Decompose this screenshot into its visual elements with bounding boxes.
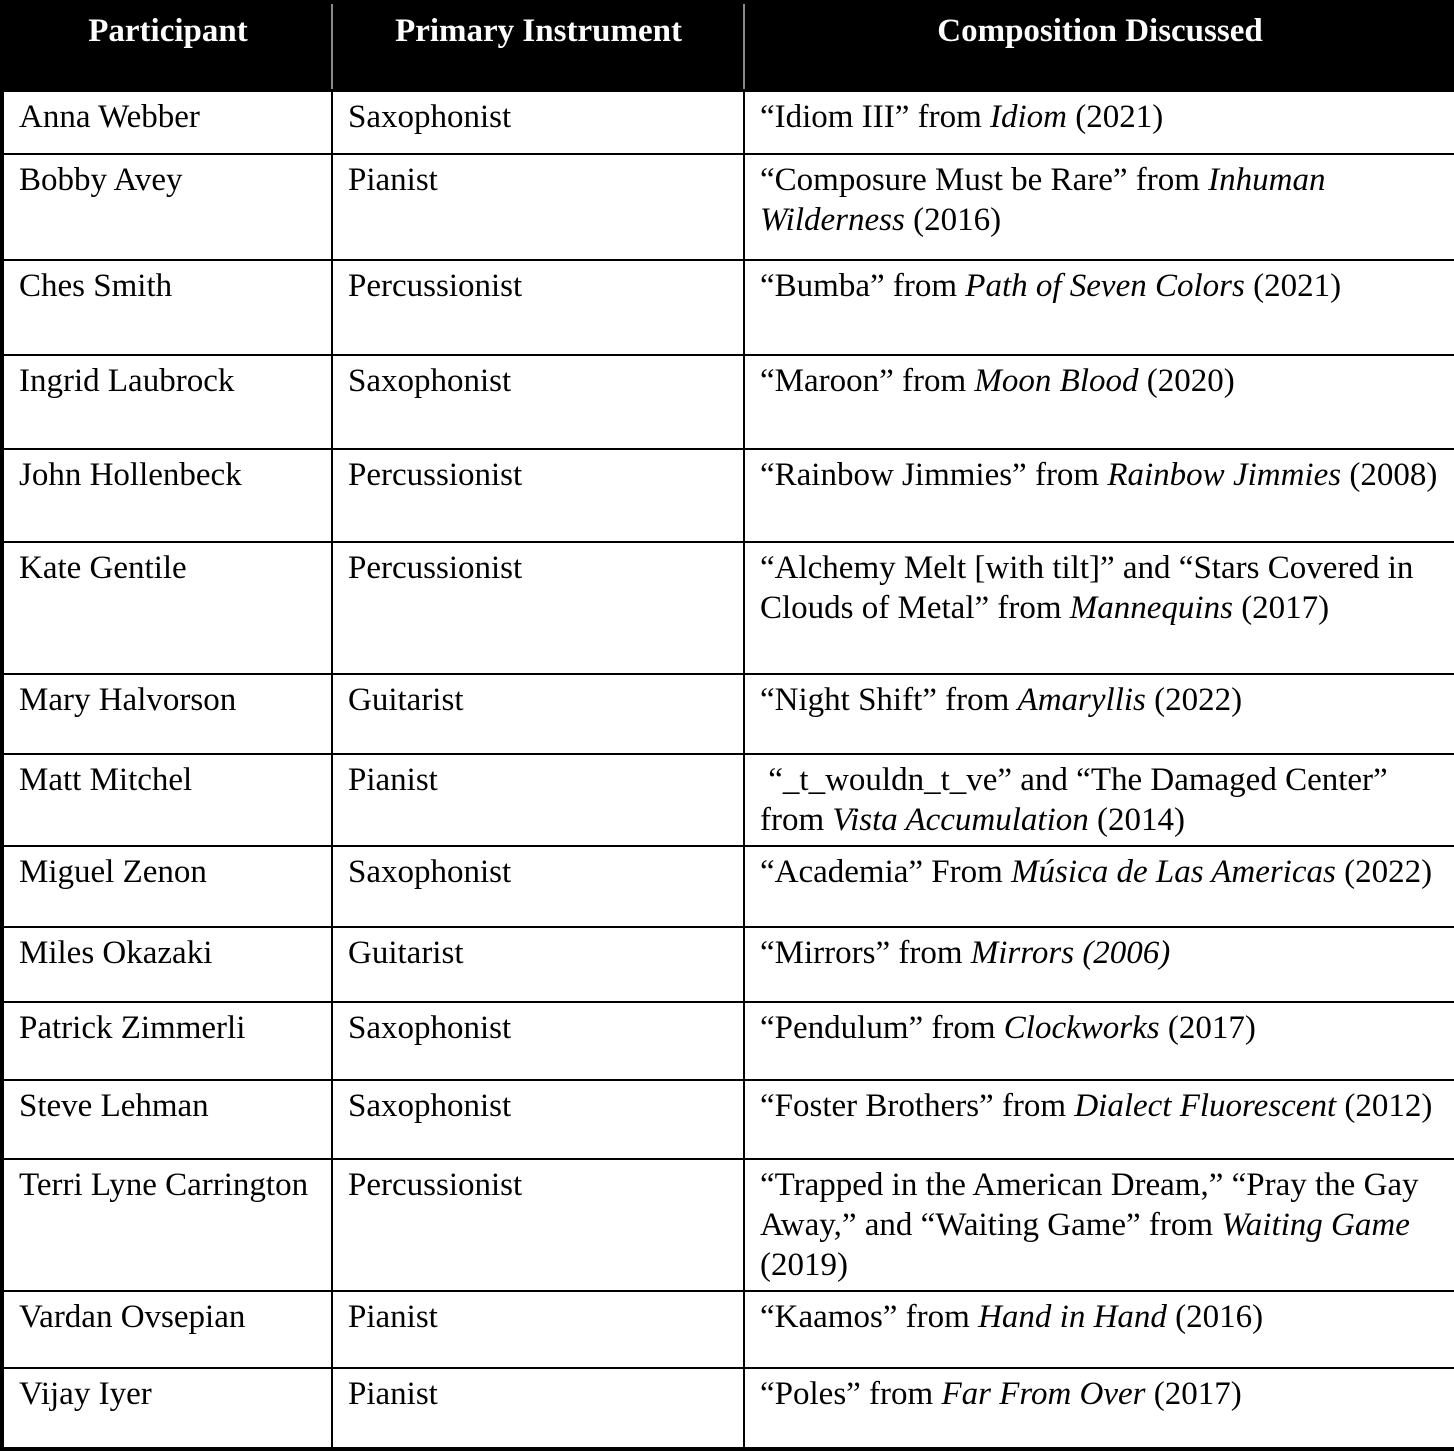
composition-cell xyxy=(744,449,1454,542)
table-row xyxy=(2,260,1454,355)
instrument-cell: Saxophonist xyxy=(332,90,744,154)
composition-text: “Foster Brothers” from xyxy=(760,1088,1075,1124)
table-row xyxy=(2,449,1454,542)
participant-cell: Miguel Zenon xyxy=(2,846,332,927)
composition-text: “Night Shift” from xyxy=(760,682,1018,718)
composition-text: “Kaamos” from xyxy=(760,1299,979,1335)
participant-cell: John Hollenbeck xyxy=(2,449,332,542)
composition-cell xyxy=(744,355,1454,449)
composition-cell xyxy=(744,542,1454,674)
table-row xyxy=(2,355,1454,449)
album-title: Far From Over xyxy=(941,1376,1146,1412)
composition-cell xyxy=(744,154,1454,260)
participant-cell: Mary Halvorson xyxy=(2,674,332,754)
instrument-cell: Pianist xyxy=(332,1291,744,1368)
composition-text: “Academia” From xyxy=(760,854,1012,890)
table-row xyxy=(2,1368,1454,1449)
album-title: Moon Blood xyxy=(974,363,1139,399)
composition-cell xyxy=(744,90,1454,154)
participant-cell: Bobby Avey xyxy=(2,154,332,260)
composition-text: “Rainbow Jimmies” from xyxy=(760,457,1108,493)
table-row xyxy=(2,1159,1454,1291)
composition-text: (2022) xyxy=(1145,682,1243,718)
instrument-cell: Percussionist xyxy=(332,1159,744,1291)
composition-text: (2021) xyxy=(1067,98,1164,135)
album-title: Clockworks xyxy=(1003,1010,1160,1046)
composition-text: (2021) xyxy=(1244,268,1342,304)
composition-cell xyxy=(744,674,1454,754)
table-row xyxy=(2,754,1454,846)
composition-text: “_t_wouldn_t_ve” and “The Damaged Center” from xyxy=(760,762,1388,838)
participant-cell: Steve Lehman xyxy=(2,1080,332,1159)
composition-text: (2019) xyxy=(760,1247,848,1283)
composition-cell xyxy=(744,927,1454,1002)
table-row xyxy=(2,1080,1454,1159)
table-row xyxy=(2,90,1454,154)
composition-text: (2012) xyxy=(1336,1088,1433,1124)
table-row xyxy=(2,154,1454,260)
composition-text: “Alchemy Melt [with tilt]” and “Stars Covered in Clouds of Metal” from xyxy=(760,550,1414,626)
album-title: Rainbow Jimmies xyxy=(1107,457,1342,493)
composition-text: “Composure Must be Rare” from xyxy=(760,162,1209,198)
composition-cell xyxy=(744,1002,1454,1080)
column-header-composition-discussed: Composition Discussed xyxy=(744,2,1454,90)
composition-text: (2008) xyxy=(1341,457,1438,493)
composition-cell xyxy=(744,260,1454,355)
album-title: Vista Accumulation xyxy=(832,802,1089,838)
album-title: Dialect Fluorescent xyxy=(1074,1088,1337,1124)
composition-text: (2016) xyxy=(904,202,1002,238)
instrument-cell: Saxophonist xyxy=(332,846,744,927)
album-title: Mannequins xyxy=(1069,590,1233,626)
composition-text: (2020) xyxy=(1138,363,1235,399)
album-title: Inhuman Wilderness xyxy=(760,162,1326,238)
participant-cell: Ches Smith xyxy=(2,260,332,355)
instrument-cell: Saxophonist xyxy=(332,355,744,449)
participant-cell: Vardan Ovsepian xyxy=(2,1291,332,1368)
participant-cell: Vijay Iyer xyxy=(2,1368,332,1449)
instrument-cell: Guitarist xyxy=(332,927,744,1002)
composition-text: “Mirrors” from xyxy=(760,935,971,971)
album-title: Música de Las Americas xyxy=(1011,854,1336,890)
instrument-cell: Percussionist xyxy=(332,449,744,542)
participant-cell: Kate Gentile xyxy=(2,542,332,674)
composition-text: “Trapped in the American Dream,” “Pray the Gay Away,” and “Waiting Game” from xyxy=(760,1167,1419,1243)
header-row xyxy=(2,2,1454,90)
composition-cell xyxy=(744,1368,1454,1449)
table-row xyxy=(2,1002,1454,1080)
table-row xyxy=(2,1291,1454,1368)
table-row xyxy=(2,542,1454,674)
instrument-cell: Percussionist xyxy=(332,260,744,355)
instrument-cell: Pianist xyxy=(332,154,744,260)
composition-text: (2016) xyxy=(1166,1299,1264,1335)
composition-text: “Bumba” from xyxy=(760,268,966,304)
participant-cell: Anna Webber xyxy=(2,90,332,154)
instrument-cell: Guitarist xyxy=(332,674,744,754)
instrument-cell: Pianist xyxy=(332,754,744,846)
album-title: Idiom xyxy=(990,98,1067,135)
table-row xyxy=(2,927,1454,1002)
composition-cell xyxy=(744,1159,1454,1291)
instrument-cell: Percussionist xyxy=(332,542,744,674)
composition-cell xyxy=(744,754,1454,846)
composition-cell xyxy=(744,1080,1454,1159)
composition-text: (2017) xyxy=(1145,1376,1242,1412)
composition-cell xyxy=(744,846,1454,927)
composition-text: (2017) xyxy=(1232,590,1330,626)
instrument-cell: Saxophonist xyxy=(332,1080,744,1159)
participant-cell: Ingrid Laubrock xyxy=(2,355,332,449)
album-title: Waiting Game xyxy=(1221,1207,1410,1243)
composition-text: “Poles” from xyxy=(760,1376,942,1412)
participant-cell: Patrick Zimmerli xyxy=(2,1002,332,1080)
participant-cell: Matt Mitchel xyxy=(2,754,332,846)
column-header-participant: Participant xyxy=(2,2,332,90)
composition-text: “Maroon” from xyxy=(760,363,975,399)
column-header-primary-instrument: Primary Instrument xyxy=(332,2,744,90)
album-title: Amaryllis xyxy=(1017,682,1146,718)
album-title: Path of Seven Colors xyxy=(965,268,1245,304)
composition-cell xyxy=(744,1291,1454,1368)
composition-text: (2017) xyxy=(1159,1010,1256,1046)
table-row xyxy=(2,674,1454,754)
composition-text: “Idiom III” from xyxy=(760,98,990,135)
table-body xyxy=(2,90,1454,1449)
participant-cell: Terri Lyne Carrington xyxy=(2,1159,332,1291)
instrument-cell: Pianist xyxy=(332,1368,744,1449)
table-header xyxy=(2,2,1454,90)
album-title: Hand in Hand xyxy=(978,1299,1167,1335)
composition-text: (2022) xyxy=(1335,854,1433,890)
composition-text: (2014) xyxy=(1088,802,1185,838)
participant-cell: Miles Okazaki xyxy=(2,927,332,1002)
album-title: Mirrors (2006) xyxy=(970,935,1171,971)
composition-text: “Pendulum” from xyxy=(760,1010,1004,1046)
instrument-cell: Saxophonist xyxy=(332,1002,744,1080)
table-row xyxy=(2,846,1454,927)
